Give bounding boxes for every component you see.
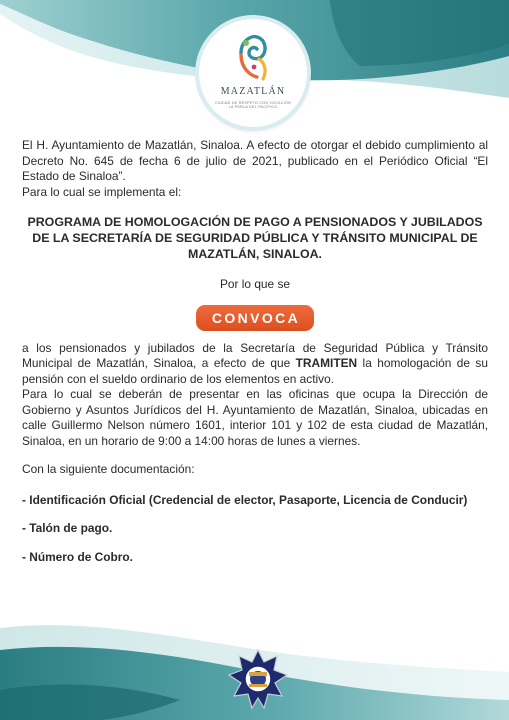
mazatlan-logo	[199, 19, 307, 127]
police-star-badge-icon	[227, 648, 289, 710]
convocation-paragraph	[22, 341, 488, 388]
intro-line: Para lo cual se implementa el:	[22, 184, 182, 199]
logo-slogan-line-2: LA PERLA DEL PACÍFICO	[228, 105, 278, 110]
program-title: PROGRAMA DE HOMOLOGACIÓN DE PAGO A PENSIONADOS Y JUBILADOS DE LA SECRETARÍA DE SEGURIDAD PÚBLICA Y TRÁNSITO MUNICIPAL DE MAZATLÁN, SINALOA.	[27, 215, 483, 261]
logo-slogan-line-1: CIUDAD DE RESPETO CON VOCACIÓN	[214, 101, 292, 105]
convocation-text-end: la homologación de su pensión con el sueldo ordinario de los elementos en activo.	[22, 356, 488, 386]
logo-slogan	[199, 101, 307, 110]
office-location-paragraph: Para lo cual se deberán de presentar en las oficinas que ocupa la Dirección de Gobierno y Asuntos Jurídicos del H. Ayuntamiento de Mazatlán, Sinaloa, ubicadas en calle Guillermo Nelson número 1601, interior 101 y 102 de esta ciudad de Mazatlán, Sinaloa, en un horario de 9:00 a 14:00 horas de lunes a viernes.	[22, 387, 488, 448]
convocation-text-start: a los pensionados y jubilados de la Secretaría de Seguridad Pública y Tránsito Municipal de Mazatlán, Sinaloa, a efecto de que	[22, 340, 488, 370]
documentation-intro: Con la siguiente documentación:	[22, 462, 195, 476]
document-item-pay-stub: - Talón de pago.	[22, 521, 113, 535]
convoca-banner-wrap	[22, 305, 488, 332]
tramiten-emphasis: TRAMITEN	[295, 356, 358, 370]
intro-paragraph: El H. Ayuntamiento de Mazatlán, Sinaloa. A efecto de otorgar el debido cumplimiento al Decreto No. 645 de fecha 6 de julio de 2021, publicado en el Periódico Oficial “El Estado de Sinaloa”.	[22, 138, 488, 183]
convoca-banner: CONVOCA	[196, 305, 314, 331]
announcement-body	[22, 138, 488, 565]
por-lo-que-text: Por lo que se	[219, 277, 291, 291]
mazatlan-emblem-icon	[235, 33, 271, 85]
document-item-id: - Identificación Oficial (Credencial de elector, Pasaporte, Licencia de Conducir)	[22, 492, 468, 507]
logo-title: MAZATLÁN	[220, 86, 286, 97]
document-item-cobro-number: - Número de Cobro.	[22, 549, 133, 564]
